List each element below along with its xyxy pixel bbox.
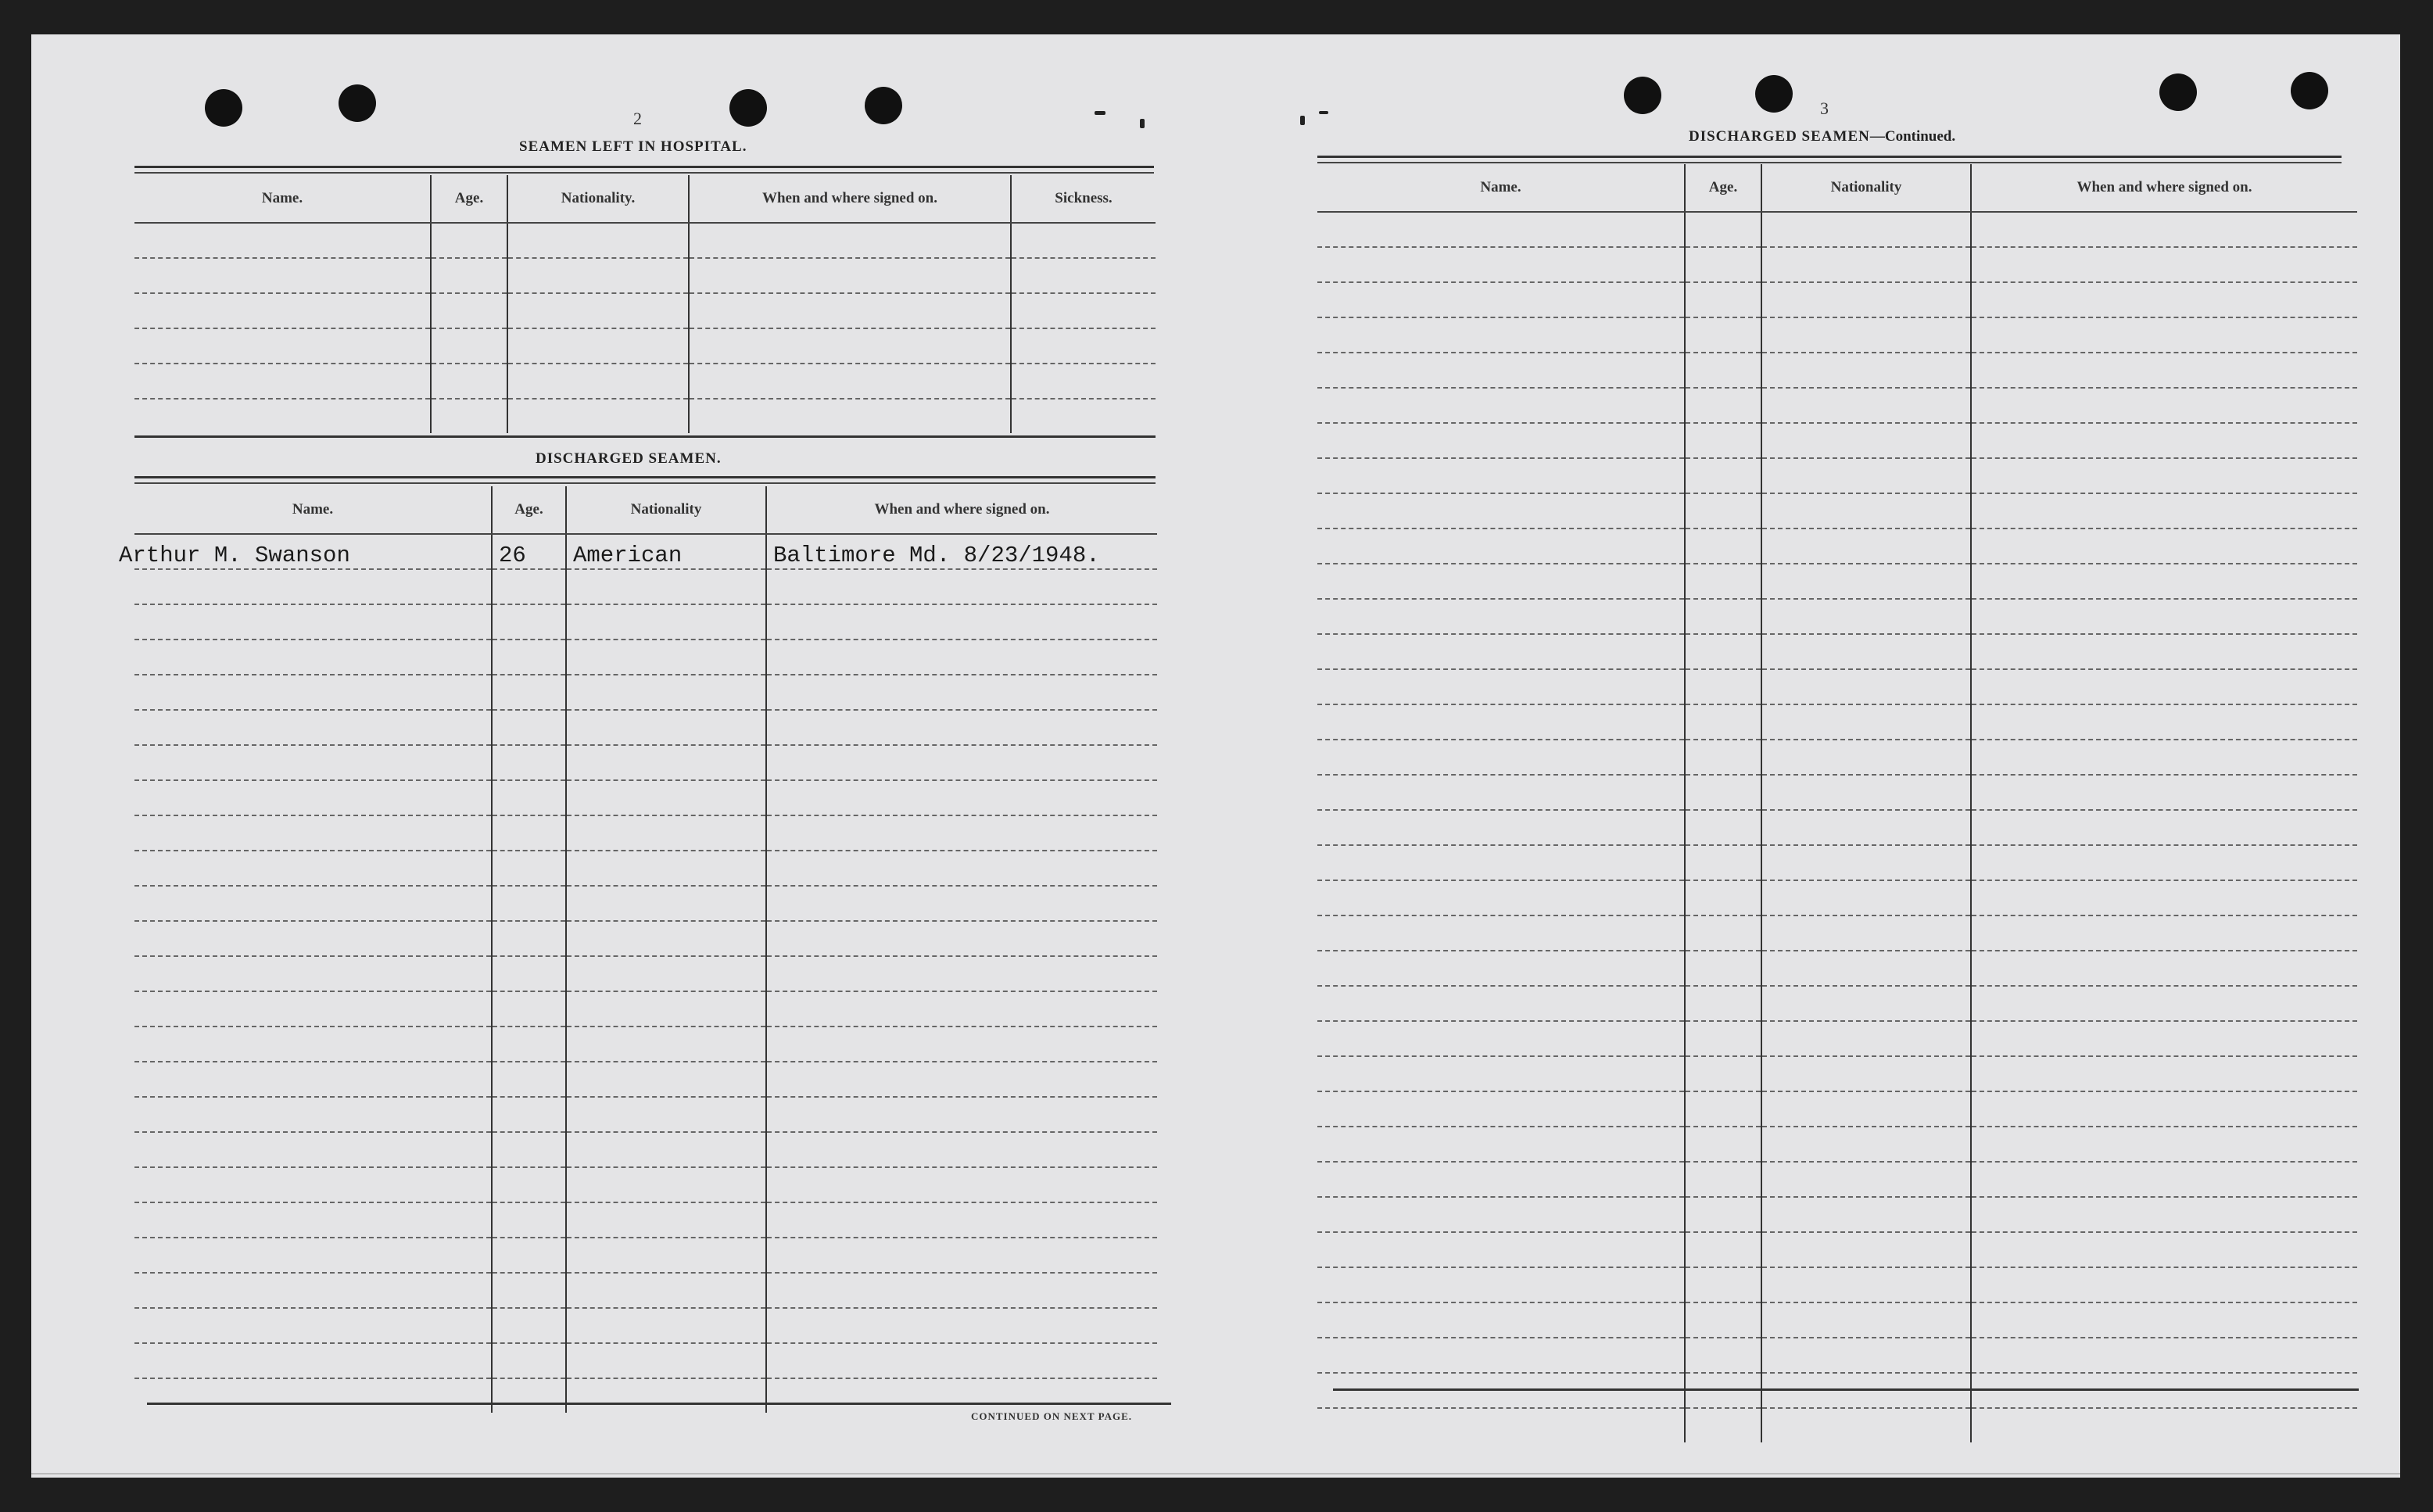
table-row	[1317, 740, 2357, 775]
discharged-bottom-rule	[147, 1403, 1171, 1405]
table-row	[1317, 634, 2357, 669]
table-row	[134, 815, 1157, 851]
table-row	[134, 710, 1157, 745]
table-row	[134, 399, 1156, 433]
left-page	[31, 34, 1216, 1478]
table-row	[1317, 880, 2357, 915]
punch-hole	[865, 87, 902, 124]
seaman-nationality: American	[566, 534, 766, 569]
table-row	[134, 1132, 1157, 1167]
table-row	[134, 780, 1157, 815]
column-header-name: Name.	[134, 175, 431, 223]
column-header-age: Age.	[1685, 164, 1761, 212]
continued-note: CONTINUED ON NEXT PAGE.	[971, 1410, 1132, 1422]
seaman-age: 26	[492, 534, 566, 569]
column-header-signed-on: When and where signed on.	[766, 486, 1157, 534]
table-header-row	[1317, 164, 2357, 212]
table-header-row	[134, 486, 1157, 534]
table-row	[134, 640, 1157, 675]
discharged-continued-title	[1689, 128, 1955, 145]
seaman-name-text: Arthur M. Swanson	[119, 543, 350, 568]
discharged-top-rule	[134, 482, 1156, 484]
table-row	[134, 1238, 1157, 1273]
table-row	[134, 604, 1157, 640]
page-number: 3	[1820, 99, 1829, 118]
discharged-section-title: DISCHARGED SEAMEN.	[536, 450, 722, 467]
table-row	[134, 223, 1156, 258]
discharged-continued-top-rule	[1317, 162, 2342, 163]
column-header-age: Age.	[492, 486, 566, 534]
table-row	[1317, 775, 2357, 810]
table-row	[134, 1062, 1157, 1097]
discharged-continued-bottom-rule	[1333, 1388, 2359, 1391]
table-row	[1317, 282, 2357, 317]
sheet-bottom-edge	[31, 1473, 2400, 1474]
table-row	[1317, 1197, 2357, 1232]
column-header-nationality: Nationality	[1761, 164, 1971, 212]
table-row	[1317, 212, 2357, 247]
ink-speck	[1095, 111, 1105, 115]
title-suffix: —Continued.	[1869, 128, 1956, 145]
punch-hole	[1755, 75, 1793, 113]
table-row	[1317, 1338, 2357, 1373]
table-row	[134, 851, 1157, 886]
table-row	[1317, 528, 2357, 564]
punch-hole	[205, 89, 242, 127]
ledger-sheet	[31, 34, 2400, 1478]
column-header-signed-on: When and where signed on.	[1971, 164, 2357, 212]
table-row	[1317, 986, 2357, 1021]
hospital-top-rule	[134, 172, 1154, 174]
table-row	[1317, 388, 2357, 423]
table-row	[134, 534, 1157, 569]
column-header-name: Name.	[1317, 164, 1685, 212]
table-row	[1317, 1302, 2357, 1338]
table-row	[134, 886, 1157, 921]
column-header-signed-on: When and where signed on.	[689, 175, 1011, 223]
table-row	[1317, 353, 2357, 388]
table-row	[1317, 810, 2357, 845]
table-row	[134, 991, 1157, 1027]
table-row	[1317, 845, 2357, 880]
title-main: DISCHARGED SEAMEN	[1689, 128, 1870, 145]
table-row	[134, 1343, 1157, 1378]
table-row	[134, 293, 1156, 328]
table-row	[1317, 1091, 2357, 1127]
table-row	[134, 921, 1157, 956]
punch-hole	[2291, 72, 2328, 109]
table-row	[1317, 564, 2357, 599]
table-row	[1317, 1056, 2357, 1091]
page-number: 2	[633, 109, 642, 128]
table-row	[134, 569, 1157, 604]
hospital-section-title: SEAMEN LEFT IN HOSPITAL.	[519, 138, 747, 155]
table-row	[1317, 915, 2357, 951]
column-header-name: Name.	[134, 486, 492, 534]
table-row	[1317, 317, 2357, 353]
punch-hole	[729, 89, 767, 127]
section-divider	[134, 435, 1156, 438]
table-row	[1317, 1408, 2357, 1442]
discharged-table	[119, 486, 1157, 1413]
table-row	[134, 1308, 1157, 1343]
table-row	[134, 258, 1156, 293]
table-row	[134, 1273, 1157, 1308]
table-row	[1317, 1232, 2357, 1267]
ink-speck	[1300, 116, 1305, 125]
table-row	[1317, 458, 2357, 493]
discharged-continued-top-rule	[1317, 156, 2342, 158]
table-row	[134, 675, 1157, 710]
table-row	[1317, 493, 2357, 528]
table-row	[1317, 423, 2357, 458]
table-row	[134, 1097, 1157, 1132]
table-row	[134, 1167, 1157, 1202]
column-header-sickness: Sickness.	[1011, 175, 1156, 223]
right-page	[1216, 34, 2400, 1478]
seaman-signed-on: Baltimore Md. 8/23/1948.	[766, 534, 1157, 569]
hospital-top-rule	[134, 166, 1154, 168]
column-header-nationality: Nationality	[566, 486, 766, 534]
hospital-table	[134, 175, 1156, 433]
ink-speck	[1140, 119, 1145, 128]
table-row	[1317, 1162, 2357, 1197]
table-header-row	[134, 175, 1156, 223]
ink-speck	[1319, 111, 1328, 114]
table-row	[134, 1202, 1157, 1238]
table-row	[1317, 1127, 2357, 1162]
punch-hole	[1624, 77, 1661, 114]
column-header-age: Age.	[431, 175, 507, 223]
table-row	[1317, 1267, 2357, 1302]
table-row	[134, 1027, 1157, 1062]
seaman-name	[119, 534, 492, 569]
table-row	[134, 1378, 1157, 1413]
table-row	[1317, 1021, 2357, 1056]
table-row	[134, 956, 1157, 991]
punch-hole	[2159, 73, 2197, 111]
table-row	[134, 328, 1156, 364]
punch-hole	[339, 84, 376, 122]
discharged-continued-table	[1317, 164, 2357, 1442]
table-row	[1317, 669, 2357, 704]
table-row	[1317, 247, 2357, 282]
table-row	[1317, 599, 2357, 634]
table-row	[1317, 951, 2357, 986]
table-row	[1317, 704, 2357, 740]
discharged-top-rule	[134, 476, 1156, 478]
table-row	[134, 745, 1157, 780]
column-header-nationality: Nationality.	[507, 175, 689, 223]
table-row	[134, 364, 1156, 399]
